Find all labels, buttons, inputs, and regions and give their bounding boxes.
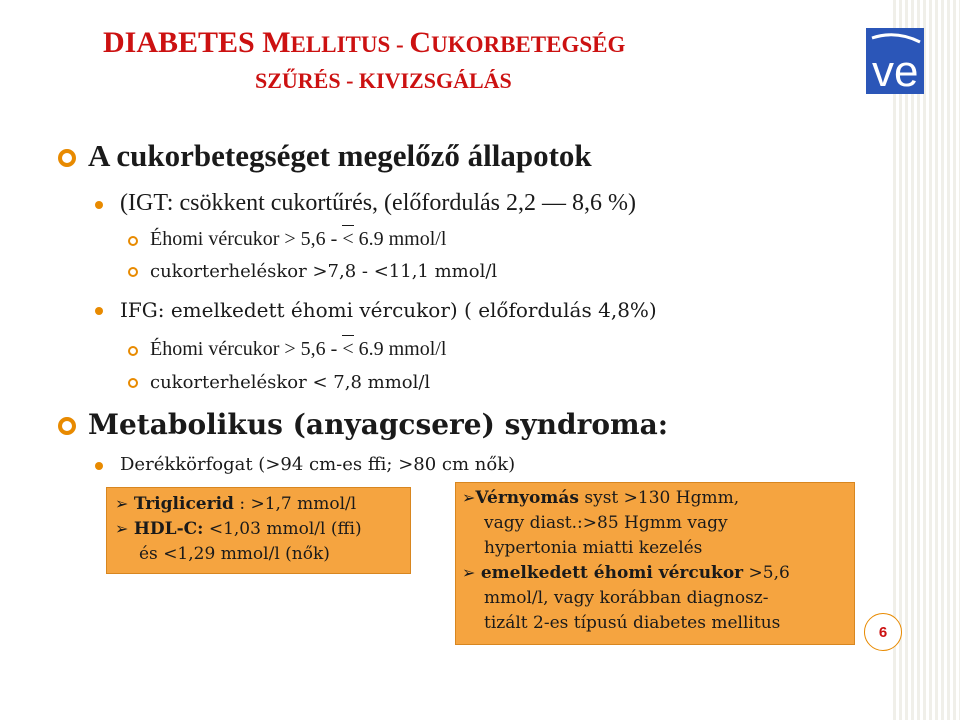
igt-item-fasting: Éhomi vércukor > 5,6 - < 6.9 mmol/l: [128, 228, 446, 251]
ring-bullet-icon: [128, 346, 138, 356]
glucose-row-2: mmol/l, vagy korábban diagnosz-: [484, 588, 769, 608]
hdl-women-row: és <1,29 mmol/l (nők): [139, 544, 330, 564]
ring-bullet-icon: [128, 378, 138, 388]
slide-subtitle: SZŰRÉS - KIVIZSGÁLÁS: [255, 68, 512, 93]
igt-item-load: cukorterheléskor >7,8 - <11,1 mmol/l: [128, 261, 497, 282]
arrow-bullet-icon: ➢: [462, 488, 476, 507]
section-heading-prediabetes: A cukorbetegséget megelőző állapotok: [58, 138, 592, 174]
hdl-row: ➢ HDL-C: <1,03 mmol/l (ffi): [115, 519, 362, 539]
bp-row-3: hypertonia miatti kezelés: [484, 538, 703, 558]
ifg-item-fasting: Éhomi vércukor > 5,6 - < 6.9 mmol/l: [128, 338, 446, 361]
ifg-item-load: cukorterheléskor < 7,8 mmol/l: [128, 372, 430, 393]
ifg-line: IFG: emelkedett éhomi vércukor) ( előfordulás 4,8%): [95, 298, 657, 322]
decorative-stripes: [890, 0, 960, 720]
page-number: 6: [864, 613, 902, 651]
criteria-box-bp-glucose: [455, 482, 855, 645]
ring-bullet-icon: [128, 267, 138, 277]
criteria-box-lipids: [106, 487, 411, 574]
dot-bullet-icon: [95, 462, 103, 470]
arrow-bullet-icon: ➢: [462, 563, 476, 582]
igt-line: (IGT: csökkent cukortűrés, (előfordulás 2,2 — 8,6 %): [95, 190, 636, 217]
bp-row: ➢Vérnyomás syst >130 Hgmm,: [462, 488, 740, 508]
gear-bullet-icon: [58, 417, 76, 435]
bp-row-2: vagy diast.:>85 Hgmm vagy: [484, 513, 728, 533]
less-equal-symbol: <: [342, 228, 354, 250]
dot-bullet-icon: [95, 307, 103, 315]
glucose-row-3: tizált 2-es típusú diabetes mellitus: [484, 613, 781, 633]
slide-title: DIABETES MELLITUS - CUKORBETEGSÉG: [103, 26, 626, 59]
ve-logo: [866, 28, 924, 94]
logo-text: ve: [872, 47, 919, 94]
dot-bullet-icon: [95, 201, 103, 209]
glucose-row: ➢ emelkedett éhomi vércukor >5,6: [462, 563, 790, 583]
ring-bullet-icon: [128, 236, 138, 246]
gear-bullet-icon: [58, 149, 76, 167]
waist-line: Derékkörfogat (>94 cm-es ffi; >80 cm nők): [95, 454, 515, 475]
arrow-bullet-icon: ➢: [115, 519, 129, 538]
section-heading-metabolic: Metabolikus (anyagcsere) syndroma:: [58, 408, 668, 441]
less-equal-symbol: <: [342, 338, 354, 360]
arrow-bullet-icon: ➢: [115, 494, 129, 513]
triglyceride-row: ➢ Triglicerid : >1,7 mmol/l: [115, 494, 357, 514]
